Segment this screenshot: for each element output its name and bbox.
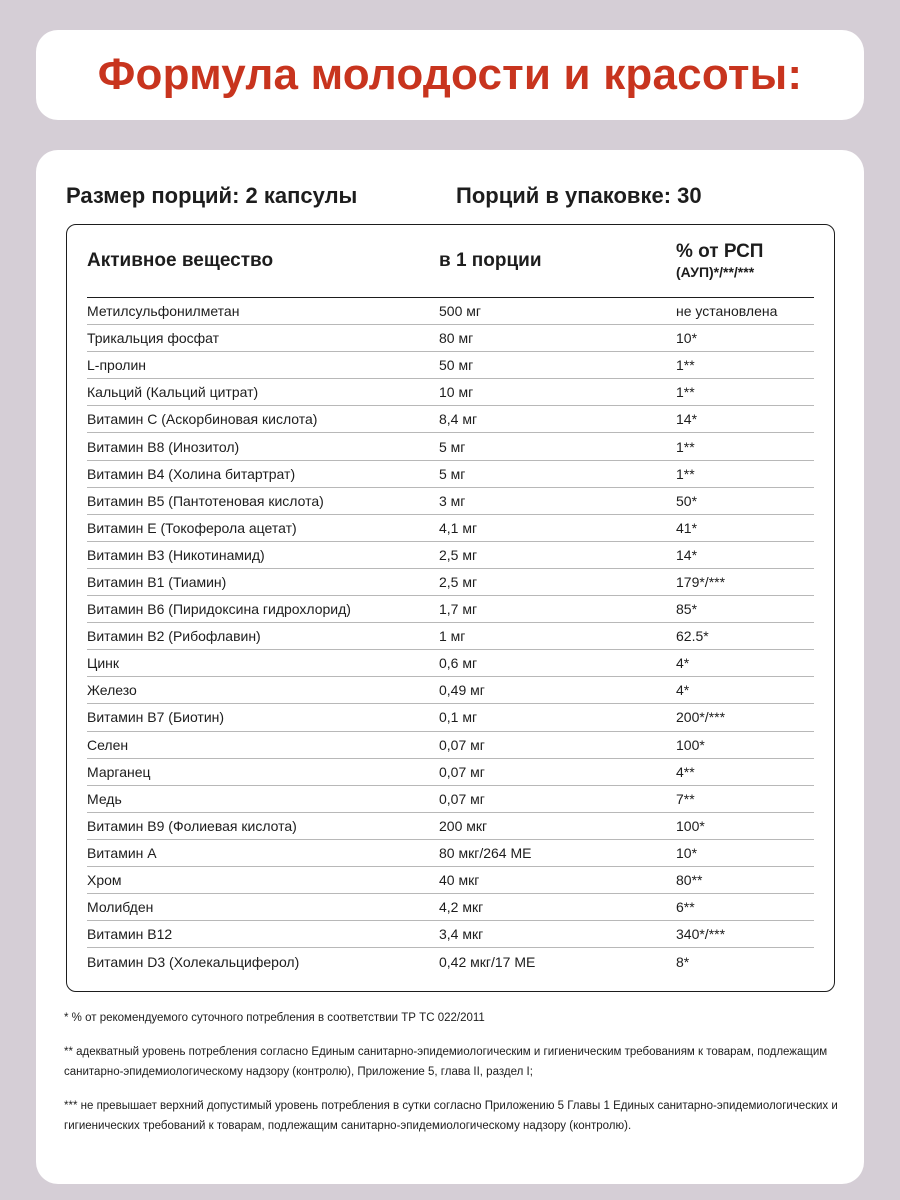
ingredient-percent: 100* xyxy=(676,817,705,834)
ingredient-percent: 340*/*** xyxy=(676,926,726,943)
servings-per-pack: Порций в упаковке: 30 xyxy=(456,183,702,208)
ingredient-percent: 4** xyxy=(676,763,695,780)
ingredient-amount: 80 мг xyxy=(439,330,474,347)
ingredient-name: Трикальция фосфат xyxy=(87,330,220,347)
ingredient-amount: 5 мг xyxy=(439,465,466,482)
ingredient-amount: 0,07 мг xyxy=(439,763,485,780)
header-substance: Активное вещество xyxy=(87,250,274,271)
ingredient-name: Цинк xyxy=(87,655,120,672)
ingredient-name: L-пролин xyxy=(87,357,147,374)
ingredient-amount: 10 мг xyxy=(439,384,474,401)
ingredient-percent: 80** xyxy=(676,872,703,889)
ingredient-name: Витамин В4 (Холина битартрат) xyxy=(87,465,296,482)
ingredient-amount: 3,4 мкг xyxy=(439,926,484,943)
ingredient-percent: 200*/*** xyxy=(676,709,726,726)
ingredient-percent: 4* xyxy=(676,655,690,672)
ingredient-name: Витамин В12 xyxy=(87,926,173,943)
table-row xyxy=(87,677,814,704)
table-row xyxy=(87,921,814,948)
table-row xyxy=(87,298,814,325)
ingredient-amount: 0,6 мг xyxy=(439,655,478,672)
table-body xyxy=(87,298,814,975)
ingredient-name: Витамин В1 (Тиамин) xyxy=(87,573,227,590)
ingredient-amount: 1 мг xyxy=(439,628,466,645)
table-row xyxy=(87,732,814,759)
page-title: Формула молодости и красоты: xyxy=(97,50,803,99)
table-row xyxy=(87,379,814,406)
ingredient-percent: 85* xyxy=(676,601,698,618)
ingredient-name: Метилсульфонилметан xyxy=(87,303,240,320)
table-row xyxy=(87,406,814,433)
ingredient-percent: 14* xyxy=(676,546,698,563)
ingredient-name: Селен xyxy=(87,736,129,753)
ingredient-percent: 14* xyxy=(676,411,698,428)
ingredient-name: Витамин В6 (Пиридоксина гидрохлорид) xyxy=(87,601,351,618)
header-per-serving: в 1 порции xyxy=(439,250,542,271)
ingredient-percent: 10* xyxy=(676,330,698,347)
table-row xyxy=(87,542,814,569)
ingredient-percent: 100* xyxy=(676,736,705,753)
ingredient-name: Витамин С (Аскорбиновая кислота) xyxy=(87,411,318,428)
ingredient-amount: 0,07 мг xyxy=(439,736,485,753)
table-row xyxy=(87,948,814,975)
ingredient-amount: 0,49 мг xyxy=(439,682,485,699)
ingredient-name: Витамин А xyxy=(87,844,157,861)
ingredient-name: Витамин В3 (Никотинамид) xyxy=(87,546,265,563)
ingredient-name: Марганец xyxy=(87,763,151,780)
header-percent xyxy=(676,241,814,281)
footnote: ** адекватный уровень потребления согласно Единым санитарно-эпидемиологическим и гигиеническим требованиям к товарам, подлежащим санитарно-эпидемиологическому надзору (контролю), Приложение 5, глава II, раздел I; xyxy=(64,1046,828,1078)
ingredient-percent: 6** xyxy=(676,899,695,916)
table-row xyxy=(87,786,814,813)
table-row xyxy=(87,759,814,786)
table-row xyxy=(87,867,814,894)
table-row xyxy=(87,569,814,596)
ingredient-name: Витамин В2 (Рибофлавин) xyxy=(87,628,261,645)
ingredient-name: Витамин В7 (Биотин) xyxy=(87,709,225,726)
footnote: *** не превышает верхний допустимый уровень потребления в сутки согласно Приложению 5 Главы 1 Единых санитарно-эпидемиологических и гигиенических требований к товарам, подлежащим санитарно-эпидемиологическому надзору (контролю). xyxy=(64,1100,838,1132)
ingredient-amount: 2,5 мг xyxy=(439,573,478,590)
ingredient-amount: 5 мг xyxy=(439,438,466,455)
footnotes xyxy=(64,1008,844,1150)
table-row xyxy=(87,461,814,488)
ingredient-amount: 0,07 мг xyxy=(439,790,485,807)
ingredient-percent: 62.5* xyxy=(676,628,709,645)
ingredient-amount: 2,5 мг xyxy=(439,546,478,563)
table-header xyxy=(87,225,814,298)
table-row xyxy=(87,840,814,867)
table-row xyxy=(87,894,814,921)
ingredient-amount: 3 мг xyxy=(439,492,466,509)
ingredient-name: Витамин В5 (Пантотеновая кислота) xyxy=(87,492,324,509)
ingredient-percent: 1** xyxy=(676,384,695,401)
table-row xyxy=(87,488,814,515)
ingredient-amount: 80 мкг/264 МЕ xyxy=(439,844,532,861)
header-percent-main: % от РСП xyxy=(676,241,764,262)
ingredient-amount: 4,1 мг xyxy=(439,519,478,536)
table-row xyxy=(87,704,814,731)
table-row xyxy=(87,650,814,677)
table-row xyxy=(87,813,814,840)
ingredient-percent: 179*/*** xyxy=(676,573,726,590)
table-row xyxy=(87,623,814,650)
ingredient-percent: не установлена xyxy=(676,303,778,320)
ingredient-percent: 1** xyxy=(676,438,695,455)
ingredient-amount: 500 мг xyxy=(439,303,481,320)
ingredient-percent: 7** xyxy=(676,790,695,807)
ingredient-name: Кальций (Кальций цитрат) xyxy=(87,384,259,401)
ingredient-amount: 4,2 мкг xyxy=(439,899,484,916)
ingredient-amount: 50 мг xyxy=(439,357,474,374)
ingredient-name: Витамин В8 (Инозитол) xyxy=(87,438,240,455)
ingredients-table xyxy=(66,224,835,992)
ingredient-percent: 8* xyxy=(676,953,690,970)
table-row xyxy=(87,596,814,623)
title-card xyxy=(36,30,864,120)
ingredient-name: Молибден xyxy=(87,899,154,916)
ingredient-percent: 1** xyxy=(676,465,695,482)
serving-size: Размер порций: 2 капсулы xyxy=(66,183,358,208)
footnote: * % от рекомендуемого суточного потребления в соответствии ТР ТС 022/2011 xyxy=(64,1012,485,1024)
ingredient-percent: 50* xyxy=(676,492,698,509)
ingredient-percent: 41* xyxy=(676,519,698,536)
table-row xyxy=(87,325,814,352)
table-row xyxy=(87,433,814,460)
header-percent-sub: (АУП)*/**/*** xyxy=(676,264,755,280)
ingredient-amount: 0,42 мкг/17 МЕ xyxy=(439,953,536,970)
ingredient-name: Витамин В9 (Фолиевая кислота) xyxy=(87,817,297,834)
serving-info xyxy=(66,180,826,212)
ingredient-name: Витамин Е (Токоферола ацетат) xyxy=(87,519,297,536)
table-row xyxy=(87,515,814,542)
ingredient-name: Витамин D3 (Холекальциферол) xyxy=(87,953,300,970)
ingredient-amount: 200 мкг xyxy=(439,817,488,834)
table-row xyxy=(87,352,814,379)
ingredient-amount: 8,4 мг xyxy=(439,411,478,428)
ingredient-name: Железо xyxy=(87,682,137,699)
ingredient-percent: 1** xyxy=(676,357,695,374)
ingredient-percent: 10* xyxy=(676,844,698,861)
ingredient-percent: 4* xyxy=(676,682,690,699)
ingredient-amount: 1,7 мг xyxy=(439,601,478,618)
ingredient-amount: 0,1 мг xyxy=(439,709,478,726)
ingredient-name: Медь xyxy=(87,790,122,807)
ingredient-name: Хром xyxy=(87,872,122,889)
ingredient-amount: 40 мкг xyxy=(439,872,480,889)
